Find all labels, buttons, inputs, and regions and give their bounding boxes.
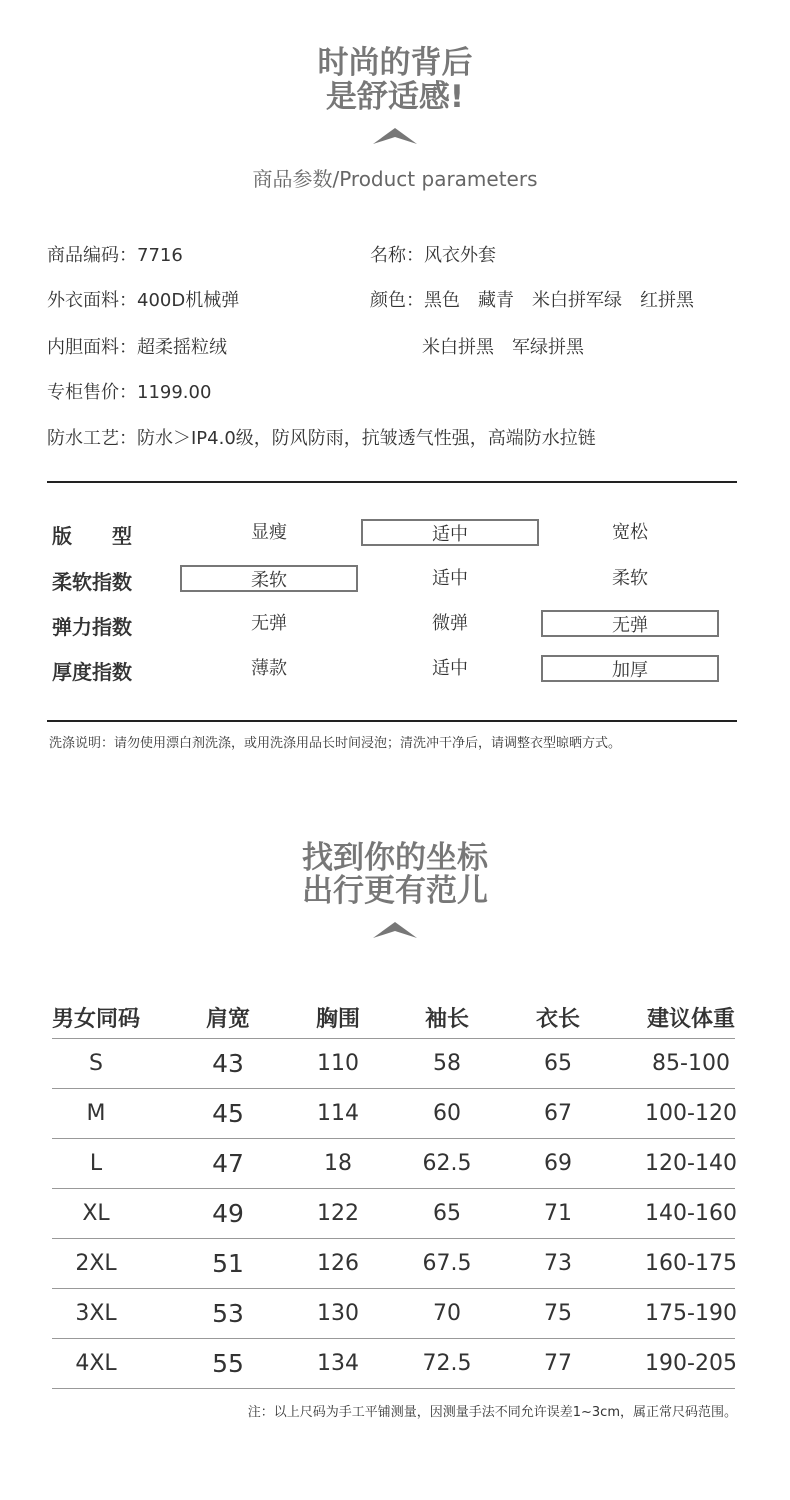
spec-waterproof [47, 428, 596, 450]
spec-name [370, 245, 496, 267]
matrix-option: 无弹 [251, 613, 287, 634]
size-label: 2XL [75, 1251, 117, 1276]
spec-waterproof-value: 防水＞IP4.0级，防风防雨，抗皱透气性强，高端防水拉链 [137, 428, 596, 449]
size-value: 114 [317, 1101, 359, 1126]
size-value: 45 [212, 1099, 244, 1128]
spec-price-label: 专柜售价： [47, 382, 137, 403]
size-value: 190-205 [645, 1351, 737, 1376]
table-row-divider [52, 1038, 735, 1039]
spec-price-value: 1199.00 [137, 382, 212, 403]
spec-color-values-1: 黑色 藏青 米白拼军绿 红拼黑 [424, 290, 694, 311]
size-value: 70 [433, 1301, 461, 1326]
size-value: 110 [317, 1051, 359, 1076]
size-value: 120-140 [645, 1151, 737, 1176]
matrix-row-label: 柔软指数 [52, 570, 132, 594]
spec-outer [47, 290, 239, 312]
size-table-header: 男女同码 [51, 1007, 140, 1032]
spec-price [47, 382, 211, 404]
chevron-up-icon [373, 922, 417, 938]
section-subtitle: 商品参数/Product parameters [252, 167, 538, 191]
size-label: 4XL [75, 1351, 117, 1376]
table-row-divider [52, 1288, 735, 1289]
size-title-line2: 出行更有范儿 [302, 873, 488, 909]
size-value: 75 [544, 1301, 572, 1326]
matrix-option: 适中 [432, 658, 468, 679]
size-value: 69 [544, 1151, 572, 1176]
matrix-option: 微弹 [432, 613, 468, 634]
matrix-option-selected: 柔软 [180, 565, 358, 592]
hero-title-line1: 时尚的背后 [317, 45, 473, 81]
spec-waterproof-label: 防水工艺： [47, 428, 137, 449]
table-row-divider [52, 1238, 735, 1239]
size-value: 49 [212, 1199, 244, 1228]
size-value: 67 [544, 1101, 572, 1126]
size-value: 140-160 [645, 1201, 737, 1226]
spec-color-label: 颜色： [370, 290, 424, 311]
hero-title-line2: 是舒适感! [325, 79, 465, 115]
table-row-divider [52, 1338, 735, 1339]
spec-lining [47, 337, 227, 359]
size-value: 62.5 [422, 1151, 472, 1176]
divider-top [47, 481, 737, 483]
matrix-option: 薄款 [251, 658, 287, 679]
spec-color-values-2: 米白拼黑 军绿拼黑 [422, 337, 584, 358]
divider-bottom [47, 720, 737, 722]
table-row-divider [52, 1088, 735, 1089]
size-title-line1: 找到你的坐标 [302, 840, 488, 876]
size-value: 160-175 [645, 1251, 737, 1276]
matrix-option-selected: 适中 [361, 519, 539, 546]
table-row-divider [52, 1388, 735, 1389]
size-table-header: 衣长 [535, 1007, 580, 1032]
size-value: 130 [317, 1301, 359, 1326]
size-value: 58 [433, 1051, 461, 1076]
size-value: 126 [317, 1251, 359, 1276]
size-table-header: 肩宽 [205, 1007, 250, 1032]
matrix-option: 柔软 [612, 568, 648, 589]
matrix-row-label: 厚度指数 [52, 660, 132, 684]
spec-color [370, 290, 694, 312]
table-row-divider [52, 1188, 735, 1189]
spec-outer-label: 外衣面料： [47, 290, 137, 311]
size-value: 65 [544, 1051, 572, 1076]
size-label: S [89, 1051, 103, 1076]
size-value: 73 [544, 1251, 572, 1276]
size-value: 60 [433, 1101, 461, 1126]
size-value: 122 [317, 1201, 359, 1226]
size-value: 47 [212, 1149, 244, 1178]
spec-code-label: 商品编码： [47, 245, 137, 266]
size-note: 注：以上尺码为手工平铺测量，因测量手法不同允许误差1~3cm，属正常尺码范围。 [247, 1405, 737, 1420]
size-table-header: 胸围 [315, 1007, 360, 1032]
size-value: 67.5 [422, 1251, 472, 1276]
spec-code [47, 245, 183, 267]
matrix-option: 适中 [432, 568, 468, 589]
matrix-option-selected: 加厚 [541, 655, 719, 682]
care-instructions: 洗涤说明：请勿使用漂白剂洗涤，或用洗涤用品长时间浸泡；清洗冲干净后，请调整衣型晾晒方式。 [49, 736, 622, 751]
chevron-up-icon [373, 128, 417, 144]
size-value: 77 [544, 1351, 572, 1376]
size-label: XL [82, 1201, 110, 1226]
spec-outer-value: 400D机械弹 [137, 290, 240, 311]
spec-lining-value: 超柔摇粒绒 [137, 337, 227, 358]
spec-name-value: 风衣外套 [424, 245, 496, 266]
spec-lining-label: 内胆面料： [47, 337, 137, 358]
size-table-header: 袖长 [424, 1007, 469, 1032]
size-label: M [86, 1101, 106, 1126]
matrix-row-label: 弹力指数 [52, 615, 132, 639]
matrix-row-label: 版 型 [52, 524, 132, 548]
size-value: 72.5 [422, 1351, 472, 1376]
size-value: 134 [317, 1351, 359, 1376]
size-value: 51 [212, 1249, 244, 1278]
matrix-option-selected: 无弹 [541, 610, 719, 637]
size-value: 85-100 [652, 1051, 730, 1076]
spec-code-value: 7716 [137, 245, 183, 266]
size-label: 3XL [75, 1301, 117, 1326]
size-value: 53 [212, 1299, 244, 1328]
table-row-divider [52, 1138, 735, 1139]
matrix-option: 显瘦 [251, 522, 287, 543]
matrix-option: 宽松 [612, 522, 648, 543]
size-value: 71 [544, 1201, 572, 1226]
spec-name-label: 名称： [370, 245, 424, 266]
size-value: 18 [324, 1151, 352, 1176]
size-value: 175-190 [645, 1301, 737, 1326]
size-value: 100-120 [645, 1101, 737, 1126]
size-value: 55 [212, 1349, 244, 1378]
size-label: L [89, 1151, 103, 1176]
size-value: 43 [212, 1049, 244, 1078]
size-value: 65 [433, 1201, 461, 1226]
size-table-header: 建议体重 [646, 1007, 735, 1032]
